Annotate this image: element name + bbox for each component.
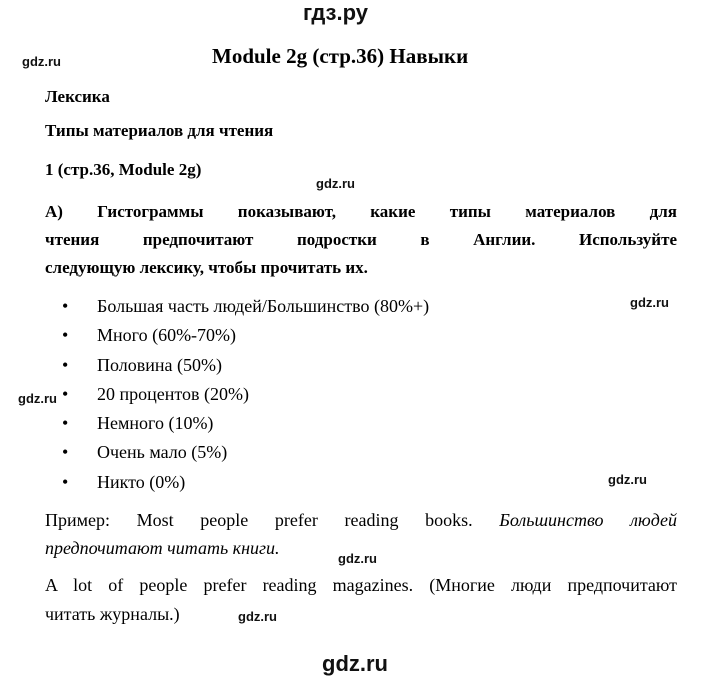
watermark: gdz.ru bbox=[338, 551, 377, 566]
section-heading: Лексика bbox=[45, 87, 110, 106]
sentence-line: читать журналы.) bbox=[45, 604, 180, 624]
sentence-line: A lot of people prefer reading magazines. (Многие люди предпочитают bbox=[45, 575, 677, 595]
page-title: Module 2g (стр.36) Навыки bbox=[212, 44, 469, 68]
list-item: • Очень мало (5%) bbox=[62, 438, 429, 467]
list-item: • Никто (0%) bbox=[62, 468, 429, 497]
list-item: • Много (60%-70%) bbox=[62, 321, 429, 350]
list-item: • Немного (10%) bbox=[62, 409, 429, 438]
watermark-bottom: gdz.ru bbox=[322, 651, 388, 676]
vocabulary-list bbox=[62, 292, 429, 497]
watermark: gdz.ru bbox=[316, 176, 355, 191]
task-line: А) Гистограммы показывают, какие типы материалов для bbox=[45, 202, 677, 221]
list-item: • 20 процентов (20%) bbox=[62, 380, 429, 409]
task-line: чтения предпочитают подростки в Англии. Используйте bbox=[45, 230, 677, 249]
subheading: Типы материалов для чтения bbox=[45, 121, 274, 140]
example-russian: Большинство людей bbox=[499, 510, 678, 530]
watermark: gdz.ru bbox=[630, 295, 669, 310]
example-russian-continued: предпочитают читать книги. bbox=[45, 538, 280, 558]
list-item: • Большая часть людей/Большинство (80%+) bbox=[62, 292, 429, 321]
watermark: gdz.ru bbox=[238, 609, 277, 624]
exercise-label: 1 (стр.36, Module 2g) bbox=[45, 160, 202, 179]
example-english: Most people prefer reading books. bbox=[136, 510, 473, 530]
watermark: gdz.ru bbox=[608, 472, 647, 487]
example-line bbox=[45, 510, 677, 531]
watermark-top: гдз.ру bbox=[303, 0, 368, 25]
watermark: gdz.ru bbox=[22, 54, 61, 69]
list-item: • Половина (50%) bbox=[62, 351, 429, 380]
watermark: gdz.ru bbox=[18, 391, 57, 406]
example-label: Пример: bbox=[45, 510, 111, 530]
task-line: следующую лексику, чтобы прочитать их. bbox=[45, 258, 368, 277]
